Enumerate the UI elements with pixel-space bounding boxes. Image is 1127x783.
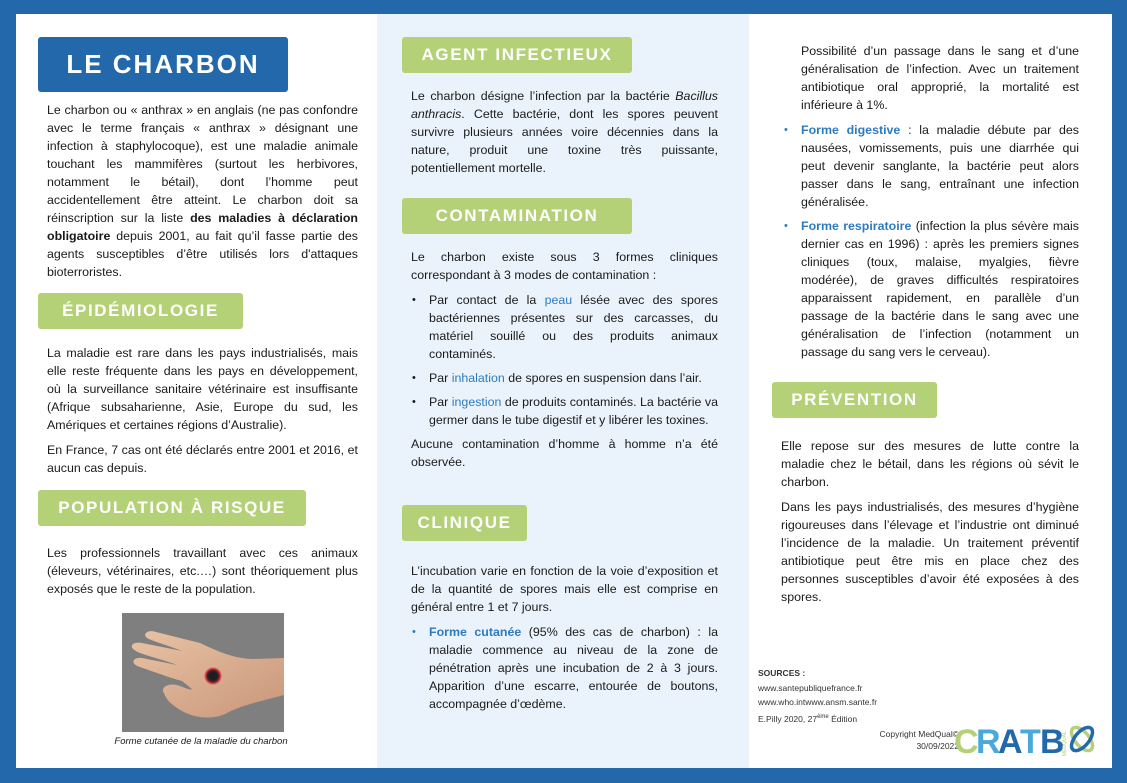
pilly-post: Édition — [828, 713, 858, 724]
item-pre: Par — [429, 371, 452, 385]
contamination-intro: Le charbon existe sous 3 formes cliniques correspondant à 3 modes de contamination : — [411, 250, 718, 282]
cutanee-continued: Possibilité d’un passage dans le sang et d’une généralisation de l’infection. Avec un traitement antibiotique oral approprié, la mortalité est inférieure à 1%. — [801, 44, 1079, 112]
left-panel — [16, 14, 377, 768]
image-caption: Forme cutanée de la maladie du charbon — [114, 736, 288, 747]
contamination-text — [411, 248, 718, 478]
epidemiologie-text — [47, 344, 358, 484]
heading-population: POPULATION À RISQUE — [38, 490, 306, 526]
item-keyword: peau — [544, 293, 573, 307]
agent-post: . Cette bactérie, dont les spores peuvent survivre plusieurs années voire décennies dans la nature, produit une toxine très puissante, potentiellement mortelle. — [411, 107, 718, 175]
digestive-label: Forme digestive — [801, 123, 901, 137]
heading-prevention: PRÉVENTION — [772, 382, 937, 418]
item-pre: Par contact de la — [429, 293, 545, 307]
contamination-item — [429, 369, 718, 387]
cratb-logo — [954, 719, 1104, 759]
cutanee-label: Forme cutanée — [429, 625, 522, 639]
clinique-intro: L’incubation varie en fonction de la voie d’exposition et de la quantité de spores mais elle est comprise en général entre 1 et 7 jours. — [411, 564, 718, 614]
heading-clinique: CLINIQUE — [402, 505, 527, 541]
contamination-outro: Aucune contamination d’homme à homme n’a été observée. — [411, 437, 718, 469]
item-pre: Par — [429, 395, 452, 409]
item-keyword: ingestion — [451, 395, 502, 409]
intro-bold: des maladies à déclaration obligatoire — [47, 211, 358, 243]
clinique-item-digestive — [801, 121, 1079, 211]
heading-contamination: CONTAMINATION — [402, 198, 632, 234]
source-link[interactable]: www.santepubliquefrance.fr — [758, 682, 863, 693]
copyright-date: 30/09/2022 — [916, 741, 959, 751]
center-panel — [377, 14, 749, 768]
item-post: de produits contaminés. La bactérie va germer dans le tube digestif et y libérer les toxines. — [429, 395, 718, 427]
population-p1: Les professionnels travaillant avec ces animaux (éleveurs, vétérinaires, etc.…) sont théoriquement plus exposés que le reste de la population. — [47, 546, 358, 596]
sources-heading: SOURCES : — [758, 668, 806, 678]
svg-text:C: C — [954, 723, 976, 759]
pilly-pre: E.Pilly 2020, 27 — [758, 713, 818, 724]
clinique-continued — [801, 42, 1079, 367]
contamination-item — [429, 291, 718, 363]
source-link[interactable]: www.who.intwww.ansm.sante.fr — [758, 697, 878, 707]
cratb-logo-icon — [954, 719, 1104, 759]
pilly-sup: ème — [817, 713, 829, 720]
sources-block — [758, 666, 877, 726]
copyright — [849, 728, 959, 752]
contamination-item — [429, 393, 718, 429]
hand-lesion-image — [122, 613, 284, 732]
digestive-text: : la maladie débute par des nausées, vomissements, puis une diarrhée qui peut devenir sanglante, la bactérie peut alors passer dans le sang, entraînant une infection généralisée. — [801, 123, 1079, 209]
svg-text:T: T — [1020, 723, 1038, 759]
svg-text:B: B — [1040, 723, 1062, 759]
intro-part2: depuis 2001, au fait qu’il fasse partie des agents susceptibles d’être utilisés lors d'attaques bioterroristes. — [47, 229, 358, 279]
svg-text:MEDQUAL: MEDQUAL — [1062, 731, 1068, 756]
clinique-item-cutanee — [429, 623, 718, 713]
item-keyword: inhalation — [451, 371, 505, 385]
prevention-p1: Elle repose sur des mesures de lutte contre la maladie chez le bétail, dans les régions où sévit le charbon. — [781, 439, 1079, 489]
item-post: de spores en suspension dans l’air. — [504, 371, 702, 385]
heading-agent: AGENT INFECTIEUX — [402, 37, 632, 73]
respiratoire-text: (infection la plus sévère mais dernier cas en 1996) : après les premiers signes cliniques (toux, malaise, myalgies, fièvre modérée), de graves difficultés respiratoires apparaissent rapidement, en parallèle d’un passage de la bactérie dans le sang avec une généralisation de l’infection (notamment un passage du sang vers le cerveau). — [801, 219, 1079, 359]
population-text — [47, 544, 358, 605]
copyright-line: Copyright MedQual© — [879, 729, 959, 739]
brochure-sheet — [16, 14, 1112, 768]
prevention-p2: Dans les pays industrialisés, des mesures d’hygiène rigoureuses dans l’élevage et l’industrie ont diminué l’incidence de la maladie. Un traitement préventif antibiotique peut être mis en place chez des personnes susceptibles d’avoir été exposées à des spores. — [781, 500, 1079, 604]
prevention-text — [781, 437, 1079, 613]
svg-text:A: A — [998, 723, 1020, 759]
agent-species: Bacillus anthracis — [411, 89, 718, 121]
item-post: lésée avec des spores bactériennes présentes sur des carcasses, du matériel souillé ou des produits animaux contaminés. — [429, 293, 718, 361]
agent-pre: Le charbon désigne l’infection par la bactérie — [411, 89, 676, 103]
clinique-text — [411, 562, 718, 719]
epidemiologie-p2: En France, 7 cas ont été déclarés entre 2001 et 2016, et aucun cas depuis. — [47, 443, 358, 475]
intro-text — [47, 101, 358, 288]
contamination-list — [411, 291, 718, 429]
epidemiologie-p1: La maladie est rare dans les pays industrialisés, mais elle reste fréquente dans les pays en développement, où la surveillance sanitaire vétérinaire est insuffisante (Afrique subsaharienne, Asie, Europe du sud, les Amériques et certaines régions d’Australie). — [47, 346, 358, 432]
source-pilly — [758, 710, 877, 726]
page-title: LE CHARBON — [38, 37, 288, 92]
heading-epidemiologie: ÉPIDÉMIOLOGIE — [38, 293, 243, 329]
intro-part1: Le charbon ou « anthrax » en anglais (ne pas confondre avec le terme français « anthrax » désignant une infection à staphylocoque), est une maladie animale touchant les mammifères (surtout les herbivores, notamment le bétail), dont l’homme peut accidentellement être atteint. Le charbon doit sa réinscription sur la liste — [47, 103, 358, 225]
hand-illustration — [122, 613, 284, 732]
agent-text — [411, 87, 718, 184]
cutanee-text: (95% des cas de charbon) : la maladie commence au niveau de la zone de pénétration après une incubation de 2 à 3 jours. Apparition d’une escarre, entourée de boutons, accompagnée d’œdème. — [429, 625, 719, 711]
svg-text:R: R — [976, 723, 998, 759]
clinique-list-b — [783, 121, 1079, 361]
clinique-item-respiratoire — [801, 217, 1079, 361]
right-panel — [749, 14, 1112, 768]
clinique-list-a — [411, 623, 718, 713]
respiratoire-label: Forme respiratoire — [801, 219, 912, 233]
